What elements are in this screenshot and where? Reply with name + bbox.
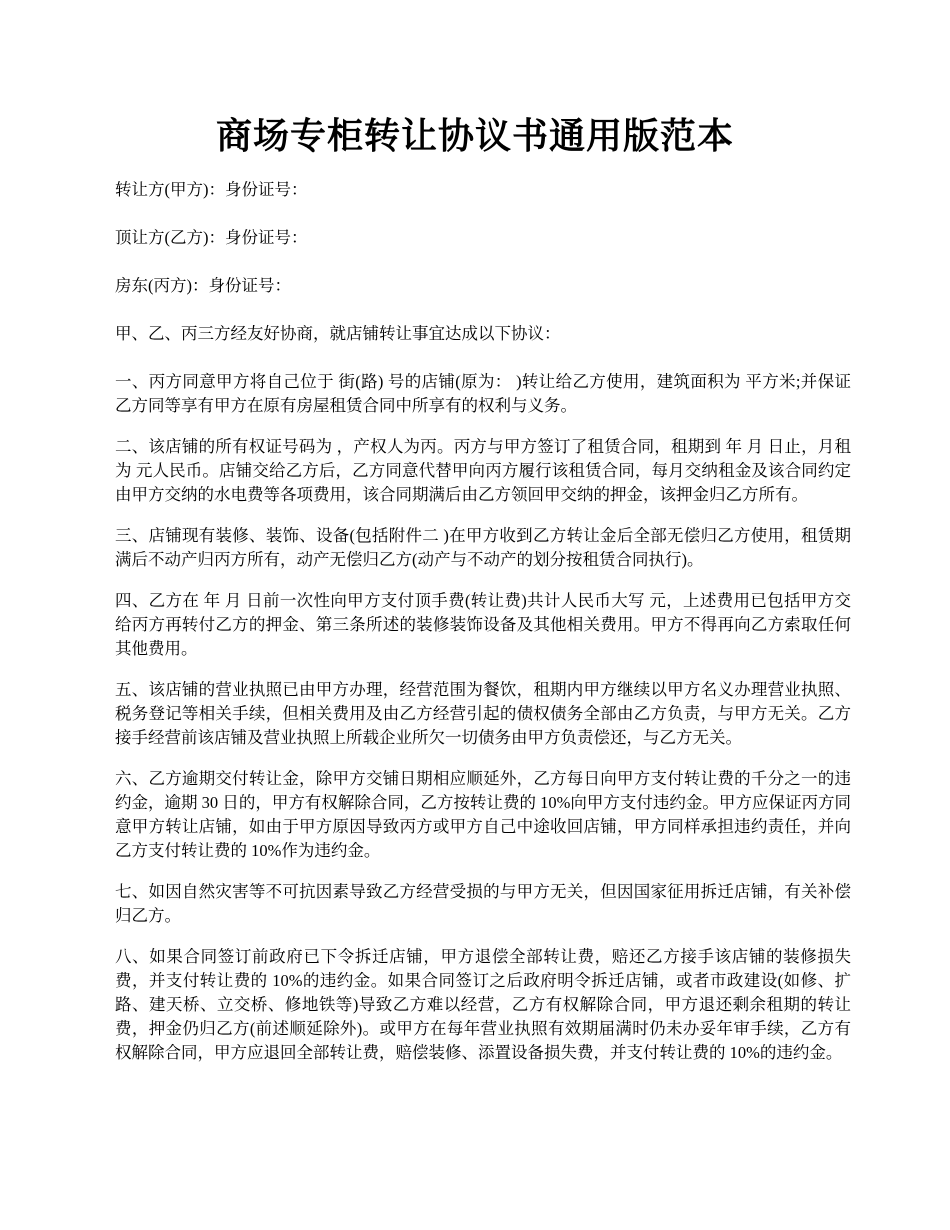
party-c-line: 房东(丙方)：身份证号：: [115, 276, 291, 295]
clause-8: 八、如果合同签订前政府已下令拆迁店铺，甲方退偿全部转让费，赔还乙方接手该店铺的装修损失费，并支付转让费的 10%的违约金。如果合同签订之后政府明令拆迁店铺，或者市政建设(如修、扩路、建天桥、立交桥、修地铁等)导致乙方难以经营，乙方有权解除合同，甲方退还剩余租期的转让费，押金仍归乙方(前述顺延除外)。或甲方在每年营业执照有效期届满时仍未办妥年审手续，乙方有权解除合同，甲方应退回全部转让费，赔偿装修、添置设备损失费，并支付转让费的 10%的违约金。: [115, 947, 851, 1062]
party-b-line: 顶让方(乙方)：身份证号：: [115, 228, 308, 247]
clause-5: 五、该店铺的营业执照已由甲方办理，经营范围为餐饮，租期内甲方继续以甲方名义办理营业执照、税务登记等相关手续，但相关费用及由乙方经营引起的债权债务全部由乙方负责，与甲方无关。乙方接手经营前该店铺及营业执照上所载企业所欠一切债务由甲方负责偿还，与乙方无关。: [115, 680, 851, 747]
clause-7: 七、如因自然灾害等不可抗因素导致乙方经营受损的与甲方无关，但因国家征用拆迁店铺，有关补偿归乙方。: [115, 882, 851, 925]
party-a-line: 转让方(甲方)：身份证号：: [115, 180, 308, 199]
clause-3: 三、店铺现有装修、装饰、设备(包括附件二 )在甲方收到乙方转让金后全部无偿归乙方使用，租赁期满后不动产归丙方所有，动产无偿归乙方(动产与不动产的划分按租赁合同执行)。: [115, 526, 851, 569]
clause-2: 二、该店铺的所有权证号码为 ，产权人为丙。丙方与甲方签订了租赁合同，租期到 年 月 日止，月租为 元人民币。店铺交给乙方后，乙方同意代替甲向丙方履行该租赁合同，每月交纳租金及该合同约定由甲方交纳的水电费等各项费用，该合同期满后由乙方领回甲交纳的押金，该押金归乙方所有。: [115, 437, 852, 504]
document-body: [115, 178, 851, 1082]
clause-1: 一、丙方同意甲方将自己位于 街(路) 号的店铺(原为： )转让给乙方使用，建筑面积为 平方米;并保证乙方同等享有甲方在原有房屋租赁合同中所享有的权利与义务。: [115, 372, 851, 415]
document-title: 商场专柜转让协议书通用版范本: [215, 116, 734, 156]
clause-6: 六、乙方逾期交付转让金，除甲方交铺日期相应顺延外，乙方每日向甲方支付转让费的千分之一的违约金，逾期 30 日的，甲方有权解除合同，乙方按转让费的 10%向甲方支付违约金。甲方应保证丙方同意甲方转让店铺，如由于甲方原因导致丙方或甲方自己中途收回店铺，甲方同样承担违约责任，并向乙方支付转让费的 10%作为违约金。: [115, 769, 851, 860]
agreement-intro: 甲、乙、丙三方经友好协商，就店铺转让事宜达成以下协议：: [115, 324, 561, 343]
clause-4: 四、乙方在 年 月 日前一次性向甲方支付顶手费(转让费)共计人民币大写 元，上述费用已包括甲方交给丙方再转付乙方的押金、第三条所述的装修装饰设备及其他相关费用。甲方不得再向乙方索取任何其他费用。: [115, 591, 851, 658]
